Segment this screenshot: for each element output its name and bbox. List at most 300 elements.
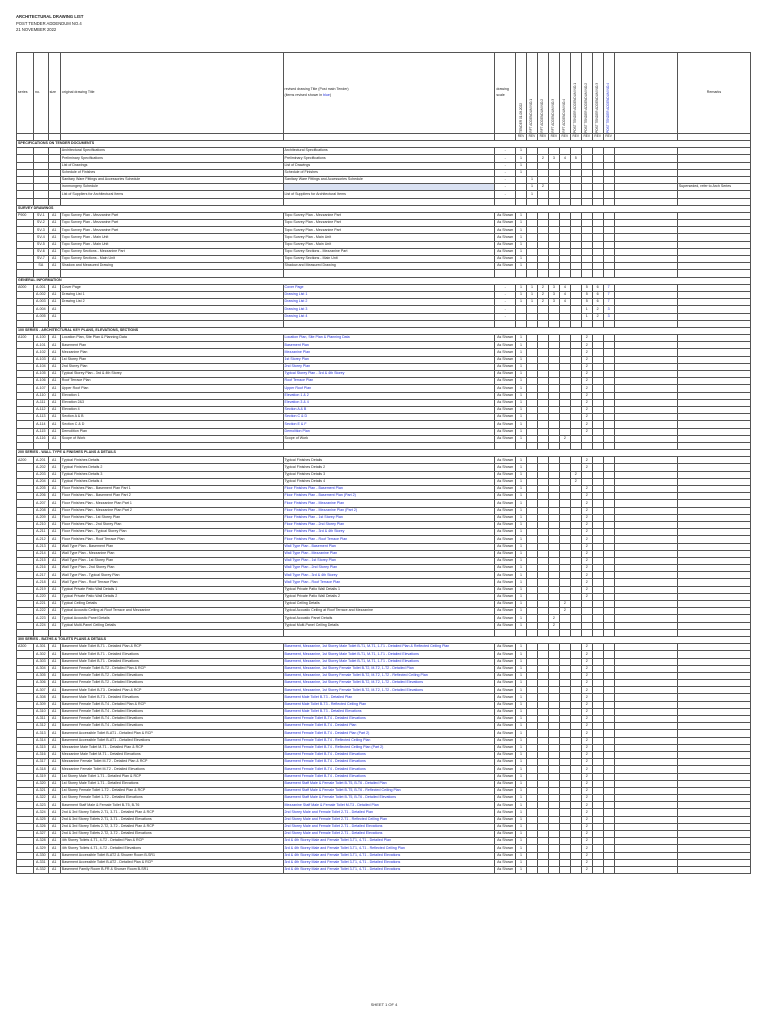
- cell-scale: As Shown: [495, 435, 516, 442]
- cell-issue-rev: [603, 148, 614, 155]
- cell-issue-rev: [603, 565, 614, 572]
- drawing-row: [17, 212, 751, 219]
- cell-series: [17, 694, 34, 701]
- cell-size: A1: [48, 773, 60, 780]
- cell-scale: -: [495, 162, 516, 169]
- cell-issue-rev: 2: [592, 306, 603, 313]
- cell-spacer: [614, 486, 677, 493]
- cell-original-title: Section C & D: [60, 421, 283, 428]
- cell-issue-rev: [537, 701, 548, 708]
- cell-no: A-203: [34, 471, 49, 478]
- cell-remarks: [677, 644, 750, 651]
- cell-original-title: Wall Type Plan - Basement Plan: [60, 543, 283, 550]
- column-header-row: [17, 53, 751, 134]
- cell-issue-rev: [570, 536, 581, 543]
- cell-revised-title: Basement Plan: [283, 342, 495, 349]
- drawing-row: [17, 586, 751, 593]
- cell-no: A-105: [34, 371, 49, 378]
- cell-issue-rev: [537, 378, 548, 385]
- cell-spacer: [614, 435, 677, 442]
- cell-scale: As Shown: [495, 658, 516, 665]
- cell-issue-rev: [603, 529, 614, 536]
- cell-revised-title: 2nd Storey Male and Female Toilet 2-T1 - Detailed Elevations: [283, 823, 495, 830]
- cell-issue-rev: [537, 751, 548, 758]
- cell-issue-rev: [548, 593, 559, 600]
- cell-issue-rev: 1: [516, 162, 527, 169]
- cell-spacer: [614, 521, 677, 528]
- cell-series: [17, 399, 34, 406]
- cell-original-title: Floor Finishes Plan - Basement Plan Part 1: [60, 486, 283, 493]
- drawing-row: [17, 464, 751, 471]
- cell-issue-rev: [603, 795, 614, 802]
- cell-remarks: [677, 665, 750, 672]
- cell-spacer: [614, 212, 677, 219]
- cell-size: [48, 191, 60, 198]
- cell-issue-rev: [559, 371, 570, 378]
- cell-scale: As Shown: [495, 852, 516, 859]
- cell-issue-rev: [592, 730, 603, 737]
- cell-size: A1: [48, 708, 60, 715]
- cell-series: [17, 831, 34, 838]
- cell-issue-rev: [526, 622, 537, 629]
- cell-issue-rev: [570, 349, 581, 356]
- cell-issue-rev: [537, 773, 548, 780]
- cell-original-title: Sanitary Ware Fittings and Accessories Schedule: [60, 176, 283, 183]
- drawing-row: [17, 234, 751, 241]
- cell-issue-rev: [526, 313, 537, 320]
- cell-spacer: [614, 823, 677, 830]
- cell-issue-rev: [548, 313, 559, 320]
- cell-no: A-325: [34, 816, 49, 823]
- cell-issue-rev: 1: [516, 342, 527, 349]
- cell-spacer: [614, 615, 677, 622]
- cell-issue-rev: 1: [516, 155, 527, 162]
- cell-original-title: Basement Female Toilet B-T2 - Detailed Elevations: [60, 672, 283, 679]
- cell-spacer: [614, 586, 677, 593]
- cell-revised-title: Section E & F: [283, 421, 495, 428]
- cell-issue-rev: 1: [516, 565, 527, 572]
- cell-issue-rev: [537, 313, 548, 320]
- cell-spacer: [614, 169, 677, 176]
- cell-spacer: [614, 155, 677, 162]
- cell-scale: As Shown: [495, 371, 516, 378]
- cell-revised-title: Elevation 3 & 4: [283, 399, 495, 406]
- cell-issue-rev: [537, 608, 548, 615]
- cell-series: [17, 435, 34, 442]
- cell-no: A-220: [34, 593, 49, 600]
- cell-series: [17, 486, 34, 493]
- cell-spacer: [614, 816, 677, 823]
- drawing-row: [17, 766, 751, 773]
- cell-revised-title: Basement, Mezzanine, 1st Storey Male Toilet B-T1, M-T1, 1-T1 - Detailed Elevations: [283, 658, 495, 665]
- cell-issue-rev: [603, 852, 614, 859]
- cell-original-title: Topo Survey Plan - Mezzanine Part: [60, 220, 283, 227]
- cell-issue-rev: [526, 672, 537, 679]
- cell-size: A1: [48, 356, 60, 363]
- cell-scale: As Shown: [495, 787, 516, 794]
- cell-issue-rev: [526, 615, 537, 622]
- col-issue-8: [592, 53, 603, 134]
- cell-scale: As Shown: [495, 392, 516, 399]
- cell-issue-rev: [559, 593, 570, 600]
- cell-scale: As Shown: [495, 378, 516, 385]
- cell-issue-rev: [559, 500, 570, 507]
- rev-label: REV: [570, 134, 581, 141]
- cell-issue-rev: [592, 601, 603, 608]
- cell-issue-rev: [559, 680, 570, 687]
- cell-spacer: [614, 809, 677, 816]
- cell-original-title: 2nd & 3rd Storey Toilets 2-T2, 3-T2 - Detailed Plan & RCP: [60, 823, 283, 830]
- cell-no: SV-3: [34, 227, 49, 234]
- cell-revised-title: Typical Finishes Details 4: [283, 478, 495, 485]
- cell-size: A1: [48, 263, 60, 270]
- cell-remarks: [677, 478, 750, 485]
- cell-spacer: [614, 191, 677, 198]
- cell-issue-rev: 1: [516, 435, 527, 442]
- cell-scale: As Shown: [495, 572, 516, 579]
- cell-issue-rev: [537, 356, 548, 363]
- cell-issue-rev: [570, 866, 581, 873]
- cell-remarks: [677, 572, 750, 579]
- cell-revised-title: Schedule of Finishes: [283, 169, 495, 176]
- cell-remarks: [677, 672, 750, 679]
- cell-issue-rev: [537, 191, 548, 198]
- cell-issue-rev: [603, 809, 614, 816]
- cell-issue-rev: [537, 809, 548, 816]
- cell-issue-rev: [516, 313, 527, 320]
- cell-remarks: [677, 816, 750, 823]
- col-issue-6: [570, 53, 581, 134]
- cell-remarks: [677, 385, 750, 392]
- cell-size: A1: [48, 486, 60, 493]
- cell-issue-rev: [570, 615, 581, 622]
- cell-revised-title: Wall Type Plan - 1st Storey Plan: [283, 557, 495, 564]
- cell-issue-rev: [570, 162, 581, 169]
- cell-spacer: [614, 335, 677, 342]
- cell-issue-rev: [603, 730, 614, 737]
- cell-issue-rev: [592, 550, 603, 557]
- cell-series: [17, 291, 34, 298]
- cell-remarks: [677, 615, 750, 622]
- cell-issue-rev: [548, 565, 559, 572]
- cell-issue-rev: [592, 615, 603, 622]
- cell-issue-rev: [526, 795, 537, 802]
- cell-issue-rev: [603, 550, 614, 557]
- cell-size: A1: [48, 780, 60, 787]
- cell-no: A-116: [34, 435, 49, 442]
- cell-remarks: [677, 831, 750, 838]
- cell-issue-rev: [570, 371, 581, 378]
- cell-series: A200: [17, 457, 34, 464]
- cell-issue-rev: 1: [516, 787, 527, 794]
- cell-remarks: [677, 859, 750, 866]
- cell-issue-rev: [559, 514, 570, 521]
- cell-series: [17, 730, 34, 737]
- cell-issue-rev: 1: [516, 248, 527, 255]
- cell-issue-rev: [548, 859, 559, 866]
- cell-issue-rev: [603, 579, 614, 586]
- cell-issue-rev: 1: [516, 521, 527, 528]
- cell-series: [17, 493, 34, 500]
- cell-no: A-318: [34, 766, 49, 773]
- cell-issue-rev: [537, 471, 548, 478]
- cell-issue-rev: 1: [516, 371, 527, 378]
- cell-issue-rev: [570, 852, 581, 859]
- cell-scale: -: [495, 148, 516, 155]
- cell-scale: As Shown: [495, 802, 516, 809]
- cell-issue-rev: [592, 694, 603, 701]
- cell-issue-rev: [548, 543, 559, 550]
- rev-label: REV: [592, 134, 603, 141]
- cell-issue-rev: 1: [516, 406, 527, 413]
- cell-issue-rev: [603, 694, 614, 701]
- col-issue-5: [559, 53, 570, 134]
- cell-issue-rev: [603, 845, 614, 852]
- cell-revised-title: Mezzanine Plan: [283, 349, 495, 356]
- cell-series: [17, 169, 34, 176]
- cell-scale: As Shown: [495, 212, 516, 219]
- cell-issue-rev: 6: [592, 299, 603, 306]
- cell-issue-rev: [559, 831, 570, 838]
- cell-issue-rev: [570, 579, 581, 586]
- cell-issue-rev: 1: [516, 421, 527, 428]
- cell-no: A-211: [34, 529, 49, 536]
- cell-scale: As Shown: [495, 694, 516, 701]
- cell-issue-rev: 2: [581, 406, 592, 413]
- cell-issue-rev: 2: [537, 284, 548, 291]
- col-drawing-scale: [495, 53, 516, 134]
- cell-issue-rev: [603, 155, 614, 162]
- cell-issue-rev: [537, 644, 548, 651]
- cell-revised-title: Location Plan, Site Plan & Planning Data: [283, 335, 495, 342]
- cell-revised-title: List of Suppliers for Architectural Items: [283, 191, 495, 198]
- cell-issue-rev: [537, 421, 548, 428]
- cell-scale: As Shown: [495, 471, 516, 478]
- cell-spacer: [614, 651, 677, 658]
- cell-issue-rev: [570, 716, 581, 723]
- cell-issue-rev: 1: [516, 514, 527, 521]
- cell-issue-rev: [559, 802, 570, 809]
- cell-issue-rev: [592, 356, 603, 363]
- cell-scale: As Shown: [495, 759, 516, 766]
- cell-original-title: Typical Finishes Details 3: [60, 471, 283, 478]
- drawing-row: [17, 256, 751, 263]
- cell-issue-rev: [526, 414, 537, 421]
- cell-spacer: [614, 543, 677, 550]
- cell-issue-rev: 1: [516, 701, 527, 708]
- cell-issue-rev: [592, 514, 603, 521]
- cell-issue-rev: 1: [516, 550, 527, 557]
- cell-revised-title: Floor Finishes Plan - 1st Storey Plan: [283, 514, 495, 521]
- drawing-row: [17, 335, 751, 342]
- cell-issue-rev: 1: [516, 730, 527, 737]
- cell-series: [17, 378, 34, 385]
- cell-issue-rev: [592, 608, 603, 615]
- cell-scale: As Shown: [495, 486, 516, 493]
- cell-issue-rev: [603, 342, 614, 349]
- cell-issue-rev: [570, 787, 581, 794]
- cell-spacer: [614, 859, 677, 866]
- cell-issue-rev: [548, 751, 559, 758]
- cell-size: A1: [48, 385, 60, 392]
- cell-remarks: [677, 845, 750, 852]
- cell-issue-rev: [603, 744, 614, 751]
- cell-revised-title: Typical Finishes Details 2: [283, 464, 495, 471]
- cell-issue-rev: [526, 356, 537, 363]
- cell-no: A-201: [34, 457, 49, 464]
- cell-remarks: [677, 378, 750, 385]
- cell-issue-rev: [559, 708, 570, 715]
- cell-issue-rev: 1: [526, 291, 537, 298]
- cell-size: A1: [48, 435, 60, 442]
- cell-revised-title: Typical Acoustic Ceiling at Roof Terrace and Mezzanine: [283, 608, 495, 615]
- cell-issue-rev: [570, 723, 581, 730]
- cell-issue-rev: [570, 356, 581, 363]
- cell-series: [17, 680, 34, 687]
- cell-series: [17, 665, 34, 672]
- cell-revised-title: List of Drawings: [283, 162, 495, 169]
- cell-issue-rev: 2: [581, 536, 592, 543]
- cell-issue-rev: [526, 593, 537, 600]
- cell-issue-rev: 1: [516, 816, 527, 823]
- cell-issue-rev: [570, 406, 581, 413]
- drawing-row: [17, 773, 751, 780]
- drawing-row: [17, 421, 751, 428]
- issue-label-9: POST TENDER ADDENDUM NO.4: [606, 82, 611, 133]
- cell-issue-rev: [559, 406, 570, 413]
- cell-scale: As Shown: [495, 241, 516, 248]
- cell-issue-rev: [548, 306, 559, 313]
- cell-issue-rev: 1: [516, 615, 527, 622]
- cell-size: A1: [48, 672, 60, 679]
- cell-no: A-217: [34, 572, 49, 579]
- cell-spacer: [614, 866, 677, 873]
- cell-series: [17, 809, 34, 816]
- cell-issue-rev: [559, 557, 570, 564]
- cell-original-title: Typical Acoustic Panel Details: [60, 615, 283, 622]
- cell-issue-rev: [526, 385, 537, 392]
- cell-issue-rev: [581, 155, 592, 162]
- cell-issue-rev: [559, 363, 570, 370]
- cell-remarks: [677, 838, 750, 845]
- cell-remarks: [677, 744, 750, 751]
- cell-issue-rev: [548, 816, 559, 823]
- cell-no: A-329: [34, 845, 49, 852]
- cell-issue-rev: [570, 392, 581, 399]
- cell-series: [17, 392, 34, 399]
- cell-remarks: [677, 737, 750, 744]
- cell-remarks: [677, 342, 750, 349]
- cell-issue-rev: [603, 557, 614, 564]
- cell-issue-rev: [570, 241, 581, 248]
- cell-issue-rev: [592, 572, 603, 579]
- cell-issue-rev: [592, 241, 603, 248]
- cell-issue-rev: [548, 241, 559, 248]
- cell-issue-rev: [537, 615, 548, 622]
- cell-issue-rev: 2: [581, 787, 592, 794]
- cell-issue-rev: [537, 335, 548, 342]
- cell-scale: As Shown: [495, 601, 516, 608]
- drawing-list-sheet: [16, 52, 751, 874]
- section-header-row: [17, 327, 751, 334]
- cell-issue-rev: [559, 622, 570, 629]
- drawing-row: [17, 866, 751, 873]
- cell-spacer: [614, 557, 677, 564]
- cell-remarks: [677, 787, 750, 794]
- cell-scale: As Shown: [495, 550, 516, 557]
- cell-issue-rev: 1: [516, 795, 527, 802]
- cell-issue-rev: [526, 543, 537, 550]
- cell-issue-rev: [603, 378, 614, 385]
- cell-issue-rev: 2: [537, 299, 548, 306]
- cell-issue-rev: [526, 579, 537, 586]
- cell-remarks: [677, 256, 750, 263]
- cell-no: A-324: [34, 809, 49, 816]
- cell-issue-rev: [603, 184, 614, 191]
- cell-issue-rev: [581, 601, 592, 608]
- cell-issue-rev: [548, 356, 559, 363]
- cell-spacer: [614, 248, 677, 255]
- cell-original-title: Mezzanine Female Toilet M-T2 - Detailed Elevations: [60, 766, 283, 773]
- cell-issue-rev: 2: [581, 665, 592, 672]
- cell-revised-title: Basement Female Toilet B-T4 - Detailed Plan: [283, 723, 495, 730]
- cell-revised-title: Architectural Specifications: [283, 148, 495, 155]
- cell-issue-rev: [592, 557, 603, 564]
- cell-original-title: Basement Accessible Toilet B-AT2 - Detailed Plan & RCP: [60, 859, 283, 866]
- cell-issue-rev: [537, 521, 548, 528]
- cell-original-title: Schedule of Finishes: [60, 169, 283, 176]
- cell-revised-title: 2nd Storey Male and Female Toilet 2-T1 - Reflected Ceiling Plan: [283, 816, 495, 823]
- cell-issue-rev: [603, 521, 614, 528]
- cell-issue-rev: [559, 335, 570, 342]
- cell-issue-rev: [603, 486, 614, 493]
- cell-issue-rev: [559, 184, 570, 191]
- drawing-row: [17, 414, 751, 421]
- cell-revised-title: Cover Page: [283, 284, 495, 291]
- cell-issue-rev: [526, 816, 537, 823]
- drawing-row: [17, 342, 751, 349]
- cell-issue-rev: [559, 644, 570, 651]
- cell-issue-rev: [526, 169, 537, 176]
- drawing-row: [17, 227, 751, 234]
- cell-issue-rev: [581, 622, 592, 629]
- cell-issue-rev: [548, 780, 559, 787]
- cell-issue-rev: [559, 241, 570, 248]
- cell-revised-title: Wall Type Plan - 3rd & 4th Storey: [283, 572, 495, 579]
- cell-no: A-003: [34, 299, 49, 306]
- cell-issue-rev: [603, 866, 614, 873]
- cell-no: A-107: [34, 385, 49, 392]
- cell-issue-rev: [603, 406, 614, 413]
- cell-no: [34, 184, 49, 191]
- cell-spacer: [614, 751, 677, 758]
- drawing-row: [17, 550, 751, 557]
- cell-issue-rev: [537, 176, 548, 183]
- cell-revised-title: Basement Female Toilet B-T4 - Detailed Elevations: [283, 716, 495, 723]
- cell-revised-title: Basement, Mezzanine, 1st Storey Female Toilet B-T2, M-T2, 1-T2 - Detailed Elevations: [283, 680, 495, 687]
- cell-issue-rev: [537, 385, 548, 392]
- cell-issue-rev: [592, 579, 603, 586]
- cell-issue-rev: [548, 220, 559, 227]
- cell-issue-rev: [592, 802, 603, 809]
- cell-issue-rev: [526, 155, 537, 162]
- drawing-row: [17, 795, 751, 802]
- cell-issue-rev: [526, 737, 537, 744]
- cell-issue-rev: 2: [581, 680, 592, 687]
- cell-issue-rev: [537, 464, 548, 471]
- cell-issue-rev: 2: [581, 838, 592, 845]
- cell-scale: As Shown: [495, 536, 516, 543]
